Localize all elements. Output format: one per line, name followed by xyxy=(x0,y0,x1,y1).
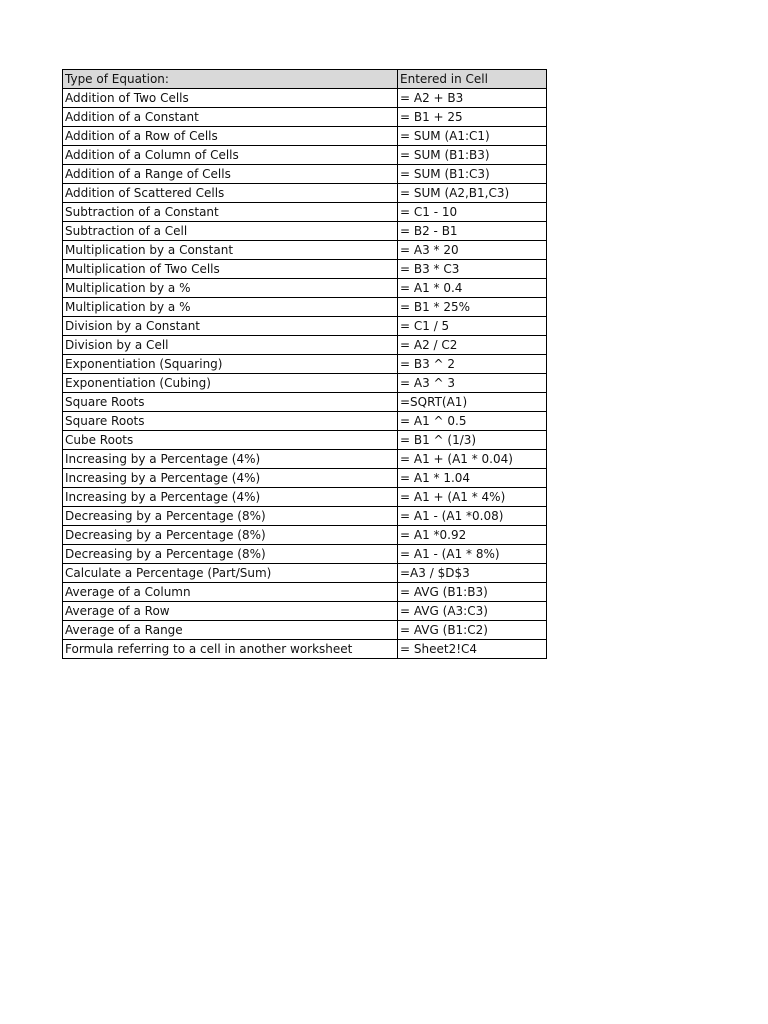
table-header-row xyxy=(63,70,547,89)
formula-cell: = SUM (B1:B3) xyxy=(398,146,547,165)
table-row xyxy=(63,336,547,355)
equation-type-cell: Calculate a Percentage (Part/Sum) xyxy=(63,564,398,583)
table-row xyxy=(63,564,547,583)
formula-cell: =A3 / $D$3 xyxy=(398,564,547,583)
table-row xyxy=(63,450,547,469)
formula-cell: =SQRT(A1) xyxy=(398,393,547,412)
equation-type-cell: Decreasing by a Percentage (8%) xyxy=(63,526,398,545)
equation-type-cell: Division by a Constant xyxy=(63,317,398,336)
equation-type-cell: Multiplication of Two Cells xyxy=(63,260,398,279)
equation-type-cell: Addition of a Row of Cells xyxy=(63,127,398,146)
table-row xyxy=(63,431,547,450)
formula-cell: = A3 ^ 3 xyxy=(398,374,547,393)
equation-type-cell: Addition of Two Cells xyxy=(63,89,398,108)
equation-type-cell: Decreasing by a Percentage (8%) xyxy=(63,545,398,564)
equation-type-cell: Multiplication by a Constant xyxy=(63,241,398,260)
formula-cell: = A1 * 0.4 xyxy=(398,279,547,298)
formula-cell: = AVG (A3:C3) xyxy=(398,602,547,621)
formula-table xyxy=(62,69,547,659)
formula-cell: = C1 / 5 xyxy=(398,317,547,336)
equation-type-cell: Addition of a Range of Cells xyxy=(63,165,398,184)
equation-type-cell: Exponentiation (Squaring) xyxy=(63,355,398,374)
table-row xyxy=(63,355,547,374)
formula-cell: = SUM (A1:C1) xyxy=(398,127,547,146)
formula-cell: = A1 + (A1 * 0.04) xyxy=(398,450,547,469)
formula-cell: = SUM (A2,B1,C3) xyxy=(398,184,547,203)
equation-type-cell: Exponentiation (Cubing) xyxy=(63,374,398,393)
formula-cell: = A1 - (A1 *0.08) xyxy=(398,507,547,526)
table-row xyxy=(63,526,547,545)
equation-type-cell: Subtraction of a Constant xyxy=(63,203,398,222)
table-row xyxy=(63,108,547,127)
table-row xyxy=(63,545,547,564)
equation-type-cell: Addition of a Constant xyxy=(63,108,398,127)
formula-cell: = A1 - (A1 * 8%) xyxy=(398,545,547,564)
table-row xyxy=(63,469,547,488)
formula-cell: = B1 ^ (1/3) xyxy=(398,431,547,450)
formula-cell: = Sheet2!C4 xyxy=(398,640,547,659)
equation-type-cell: Division by a Cell xyxy=(63,336,398,355)
formula-cell: = B2 - B1 xyxy=(398,222,547,241)
formula-cell: = B1 + 25 xyxy=(398,108,547,127)
table-row xyxy=(63,241,547,260)
table-row xyxy=(63,583,547,602)
table-row xyxy=(63,184,547,203)
equation-type-cell: Decreasing by a Percentage (8%) xyxy=(63,507,398,526)
formula-cell: = C1 - 10 xyxy=(398,203,547,222)
equation-type-cell: Multiplication by a % xyxy=(63,298,398,317)
formula-cell: = B3 * C3 xyxy=(398,260,547,279)
equation-type-cell: Average of a Range xyxy=(63,621,398,640)
table-row xyxy=(63,621,547,640)
column-header-type: Type of Equation: xyxy=(63,70,398,89)
table-row xyxy=(63,412,547,431)
table-row xyxy=(63,640,547,659)
table-row xyxy=(63,317,547,336)
table-row xyxy=(63,393,547,412)
table-body xyxy=(63,89,547,659)
equation-type-cell: Average of a Column xyxy=(63,583,398,602)
equation-type-cell: Average of a Row xyxy=(63,602,398,621)
table-row xyxy=(63,488,547,507)
table-row xyxy=(63,507,547,526)
equation-type-cell: Increasing by a Percentage (4%) xyxy=(63,450,398,469)
table-row xyxy=(63,165,547,184)
formula-cell: = A2 / C2 xyxy=(398,336,547,355)
formula-cell: = A3 * 20 xyxy=(398,241,547,260)
equation-type-cell: Formula referring to a cell in another worksheet xyxy=(63,640,398,659)
table-row xyxy=(63,279,547,298)
table-row xyxy=(63,374,547,393)
equation-type-cell: Increasing by a Percentage (4%) xyxy=(63,469,398,488)
table-row xyxy=(63,203,547,222)
formula-cell: = A1 * 1.04 xyxy=(398,469,547,488)
formula-cell: = AVG (B1:B3) xyxy=(398,583,547,602)
equation-type-cell: Square Roots xyxy=(63,393,398,412)
table-row xyxy=(63,260,547,279)
table-row xyxy=(63,222,547,241)
table-row xyxy=(63,146,547,165)
formula-cell: = A1 *0.92 xyxy=(398,526,547,545)
formula-cell: = B3 ^ 2 xyxy=(398,355,547,374)
equation-type-cell: Square Roots xyxy=(63,412,398,431)
equation-type-cell: Subtraction of a Cell xyxy=(63,222,398,241)
table-row xyxy=(63,602,547,621)
formula-cell: = A1 + (A1 * 4%) xyxy=(398,488,547,507)
equation-type-cell: Addition of Scattered Cells xyxy=(63,184,398,203)
formula-cell: = B1 * 25% xyxy=(398,298,547,317)
formula-cell: = A1 ^ 0.5 xyxy=(398,412,547,431)
formula-cell: = AVG (B1:C2) xyxy=(398,621,547,640)
formula-cell: = SUM (B1:C3) xyxy=(398,165,547,184)
formula-cell: = A2 + B3 xyxy=(398,89,547,108)
table-row xyxy=(63,298,547,317)
equation-type-cell: Addition of a Column of Cells xyxy=(63,146,398,165)
table-row xyxy=(63,127,547,146)
table-row xyxy=(63,89,547,108)
equation-type-cell: Multiplication by a % xyxy=(63,279,398,298)
equation-type-cell: Increasing by a Percentage (4%) xyxy=(63,488,398,507)
column-header-cell: Entered in Cell xyxy=(398,70,547,89)
equation-type-cell: Cube Roots xyxy=(63,431,398,450)
